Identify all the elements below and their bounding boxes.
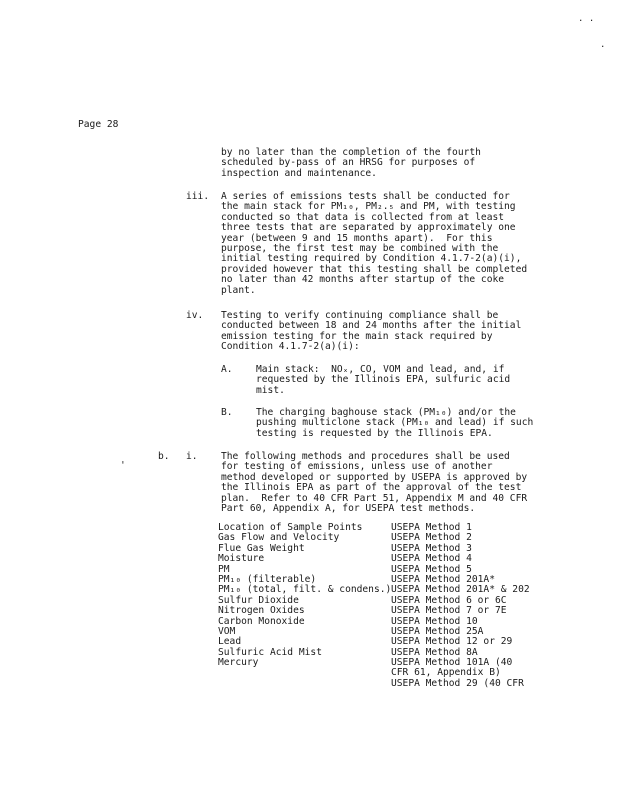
section-b-letter: b. — [158, 451, 170, 462]
pollutant-cell: Lead — [218, 636, 242, 648]
item-iv-marker: iv. — [186, 310, 204, 321]
text-line: Testing to verify continuing compliance shall be — [221, 310, 499, 321]
text-line: provided however that this testing shall be completed — [221, 263, 528, 275]
item-iv-paragraph — [221, 311, 521, 353]
method-cell: USEPA Method 3 — [391, 542, 472, 554]
text-line: scheduled by-pass of an HRSG for purposes of — [221, 157, 476, 169]
subitem-a-marker: A. — [221, 364, 233, 375]
text-line: initial testing required by Condition 4.1.7-2(a)(i), — [221, 253, 522, 265]
text-line: three tests that are separated by approximately one — [221, 222, 516, 234]
method-cell: USEPA Method 7 or 7E — [391, 605, 507, 617]
section-b-paragraph — [221, 452, 527, 514]
text-line: Condition 4.1.7-2(a)(i): — [221, 341, 360, 353]
subitem-b-marker: B. — [221, 407, 233, 418]
pollutant-cell: Moisture — [218, 553, 265, 565]
method-cell: USEPA Method 29 (40 CFR — [391, 677, 524, 689]
pollutant-cell: VOM — [218, 625, 236, 637]
pollutant-cell: Mercury — [218, 657, 259, 669]
pollutant-cell: Location of Sample Points — [218, 522, 363, 533]
table-row — [218, 679, 608, 689]
pollutant-cell: Gas Flow and Velocity — [218, 532, 340, 544]
text-line: The following methods and procedures shall be used — [221, 451, 510, 462]
pollutant-cell: PM₁₀ (total, filt. & condens.) — [218, 584, 392, 596]
method-cell: USEPA Method 1 — [391, 522, 472, 533]
table-row — [218, 606, 608, 616]
text-line: year (between 9 and 15 months apart). For this — [221, 232, 493, 244]
method-cell: USEPA Method 8A — [391, 646, 478, 658]
item-iii-paragraph — [221, 192, 527, 296]
text-line: for testing of emissions, unless use of another — [221, 461, 493, 473]
method-cell: USEPA Method 25A — [391, 625, 484, 637]
text-line: Main stack: NOₓ, CO, VOM and lead, and, if — [256, 364, 505, 375]
text-line: purpose, the first test may be combined with the — [221, 243, 499, 255]
text-line: method developed or supported by USEPA is approved by — [221, 471, 528, 483]
method-cell: USEPA Method 10 — [391, 615, 478, 627]
text-line: The charging baghouse stack (PM₁₀) and/or the — [256, 407, 516, 418]
text-line: by no later than the completion of the fourth — [221, 147, 481, 158]
method-cell: USEPA Method 2 — [391, 532, 472, 544]
item-iii-marker: iii. — [186, 191, 210, 202]
text-line: plant. — [221, 284, 256, 296]
subitem-a-paragraph — [256, 365, 510, 396]
text-line: conducted so that data is collected from at least — [221, 211, 505, 223]
method-cell: USEPA Method 4 — [391, 553, 472, 565]
margin-mark: ' — [120, 460, 126, 471]
corner-speck-dot: . — [600, 40, 606, 50]
subitem-b-paragraph — [256, 408, 533, 439]
pollutant-cell: PM — [218, 563, 230, 575]
text-line: conducted between 18 and 24 months after the initial — [221, 320, 522, 332]
text-line: emission testing for the main stack required by — [221, 330, 493, 342]
text-line: A series of emissions tests shall be conducted for — [221, 191, 510, 202]
table-row — [218, 554, 608, 564]
method-cell: CFR 61, Appendix B) — [391, 667, 501, 679]
method-cell: USEPA Method 6 or 6C — [391, 594, 507, 606]
section-b-item-marker: i. — [186, 451, 198, 462]
page-number: Page 28 — [78, 119, 119, 130]
method-cell: USEPA Method 201A* & 202 — [391, 584, 530, 596]
text-line: the main stack for PM₁₀, PM₂.₅ and PM, with testing — [221, 201, 516, 213]
continuation-paragraph — [221, 148, 481, 179]
pollutant-cell: Sulfuric Acid Mist — [218, 646, 322, 658]
text-line: the Illinois EPA as part of the approval of the test — [221, 482, 522, 494]
corner-speck-marks: . . — [578, 14, 595, 24]
text-line: no later than 42 months after startup of the coke — [221, 274, 505, 286]
text-line: Part 60, Appendix A, for USEPA test methods. — [221, 503, 476, 515]
text-line: plan. Refer to 40 CFR Part 51, Appendix M and 40 CFR — [221, 492, 528, 504]
pollutant-cell: Carbon Monoxide — [218, 615, 305, 627]
text-line: inspection and maintenance. — [221, 167, 377, 179]
method-cell: USEPA Method 201A* — [391, 573, 495, 585]
text-line: testing is requested by the Illinois EPA. — [256, 427, 493, 439]
text-line: pushing multiclone stack (PM₁₀ and lead) if such — [256, 417, 534, 429]
text-line: requested by the Illinois EPA, sulfuric acid — [256, 374, 511, 386]
pollutant-cell: Flue Gas Weight — [218, 542, 305, 554]
method-cell: USEPA Method 12 or 29 — [391, 636, 513, 648]
text-line: mist. — [256, 384, 285, 396]
method-cell: USEPA Method 101A (40 — [391, 657, 513, 669]
pollutant-cell: PM₁₀ (filterable) — [218, 573, 317, 585]
method-cell: USEPA Method 5 — [391, 563, 472, 575]
pollutant-cell: Sulfur Dioxide — [218, 594, 299, 606]
pollutant-cell: Nitrogen Oxides — [218, 605, 305, 617]
methods-table — [218, 523, 608, 689]
